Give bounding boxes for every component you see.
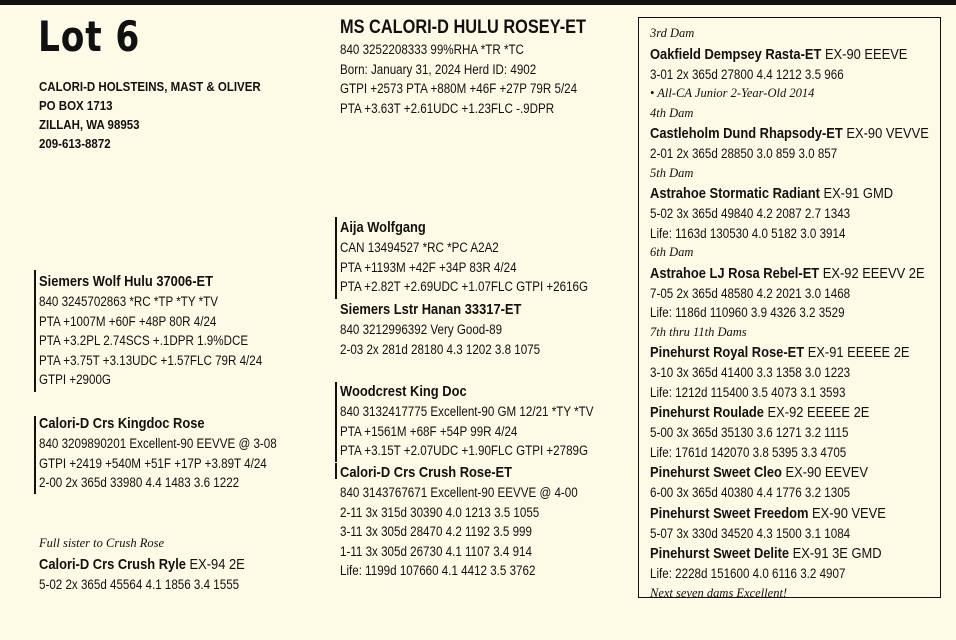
dam bbox=[39, 413, 315, 493]
lot-number: Lot 6 bbox=[38, 12, 141, 61]
dam10-heading bbox=[650, 503, 929, 524]
dam5-name: Astrahoe Stormatic Radiant bbox=[650, 185, 820, 202]
sire-sire-line: PTA +1193M +42F +34P 83R 4/24 bbox=[340, 259, 517, 275]
dam4-record: 2-01 2x 365d 28850 3.0 859 3.0 857 bbox=[650, 146, 838, 161]
dam10-classification: EX-90 VEVE bbox=[808, 504, 886, 522]
sire-bracket bbox=[34, 270, 36, 392]
dam-dam-name: Calori-D Crs Crush Rose-ET bbox=[340, 464, 513, 481]
dam-dam-line: 3-11 3x 305d 28470 4.2 1192 3.5 999 bbox=[340, 524, 532, 539]
dam11-heading bbox=[650, 543, 929, 564]
sire-dam-line: 2-03 2x 281d 28180 4.3 1202 3.8 1075 bbox=[340, 341, 541, 357]
dam8-record: 5-00 3x 365d 35130 3.6 1271 3.2 1115 bbox=[650, 425, 849, 440]
consignor-phone: 209-613-8872 bbox=[39, 137, 111, 151]
dam7-record: 3-10 3x 365d 41400 3.3 1358 3.0 1223 bbox=[650, 365, 851, 380]
dam11-name: Pinehurst Sweet Delite bbox=[650, 545, 790, 562]
dam-dam-line: 840 3143767671 Excellent-90 EEVVE @ 4-00 bbox=[340, 485, 578, 500]
dam3-name: Oakfield Dempsey Rasta-ET bbox=[650, 45, 822, 63]
sire-sire-line: PTA +2.82T +2.69UDC +1.07FLC GTPI +2616G bbox=[340, 279, 589, 294]
dam9-record: 6-00 3x 365d 40380 4.4 1776 3.2 1305 bbox=[650, 485, 851, 500]
sire-dam-name: Siemers Lstr Hanan 33317-ET bbox=[340, 301, 522, 318]
consignor-po-box: PO BOX 1713 bbox=[39, 99, 113, 113]
dam10-name: Pinehurst Sweet Freedom bbox=[650, 504, 809, 522]
dam-dam-line: 1-11 3x 305d 26730 4.1 1107 3.4 914 bbox=[340, 543, 532, 559]
dam-sire-line: 840 3132417775 Excellent-90 GM 12/21 *TY *TV bbox=[340, 404, 594, 419]
full-sister-name: Calori-D Crs Crush Ryle bbox=[39, 555, 186, 573]
pedigree-box-content bbox=[650, 24, 956, 603]
dam9-heading bbox=[650, 462, 929, 483]
sire-line: GTPI +2900G bbox=[39, 372, 111, 387]
full-sister-classification: EX-94 2E bbox=[185, 555, 245, 573]
subject-gtpi: GTPI +2573 PTA +880M +46F +27P 79R 5/24 bbox=[340, 81, 578, 96]
consignor-address bbox=[39, 78, 261, 154]
sire-sire-line: CAN 13494527 *RC *PC A2A2 bbox=[340, 240, 499, 255]
subject-registration: 840 3252208333 99%RHA *TR *TC bbox=[340, 42, 524, 57]
dam5-record: 5-02 3x 365d 49840 4.2 2087 2.7 1343 bbox=[650, 206, 851, 221]
sire-sire-name: Aija Wolfgang bbox=[340, 219, 426, 236]
sire-line: 840 3245702863 *RC *TP *TY *TV bbox=[39, 294, 219, 309]
subject-birth: Born: January 31, 2024 Herd ID: 4902 bbox=[340, 61, 537, 77]
dam-dam bbox=[340, 462, 616, 581]
consignor-name: CALORI-D HOLSTEINS, MAST & OLIVER bbox=[39, 80, 261, 94]
dam8-lifetime: Life: 1761d 142070 3.8 5395 3.3 4705 bbox=[650, 444, 847, 460]
dam4-name: Castleholm Dund Rhapsody-ET bbox=[650, 125, 843, 142]
full-sister-heading bbox=[39, 554, 245, 575]
dam7-name: Pinehurst Royal Rose-ET bbox=[650, 344, 805, 361]
dam4-classification: EX-90 VEVVE bbox=[842, 125, 929, 142]
sire-dam-line: 840 3212996392 Very Good-89 bbox=[340, 322, 503, 337]
sire-line: PTA +1007M +60F +48P 80R 4/24 bbox=[39, 313, 217, 329]
subject-animal bbox=[340, 16, 626, 118]
dam-dam-bracket bbox=[335, 463, 337, 479]
dam-sire-name: Woodcrest King Doc bbox=[340, 383, 467, 400]
sire-line: PTA +3.2PL 2.74SCS +.1DPR 1.9%DCE bbox=[39, 333, 249, 348]
dam5-heading bbox=[650, 183, 929, 204]
dam11-classification: EX-91 3E GMD bbox=[789, 545, 882, 562]
dam-line: 840 3209890201 Excellent-90 EEVVE @ 3-08 bbox=[39, 436, 277, 451]
dam5-classification: EX-91 GMD bbox=[819, 185, 894, 202]
dam7-lifetime: Life: 1212d 115400 3.5 4073 3.1 3593 bbox=[650, 384, 846, 400]
dam-sire-line: PTA +1561M +68F +54P 99R 4/24 bbox=[340, 423, 518, 439]
dam-dam-line: Life: 1199d 107660 4.1 4412 3.5 3762 bbox=[340, 563, 536, 578]
sire-sire bbox=[340, 217, 628, 297]
dam-sire-bracket bbox=[335, 382, 337, 462]
dam-dam-line: 2-11 3x 315d 30390 4.0 1213 3.5 1055 bbox=[340, 504, 540, 520]
dam-name: Calori-D Crs Kingdoc Rose bbox=[39, 415, 205, 432]
dam5-lifetime: Life: 1163d 130530 4.0 5182 3.0 3914 bbox=[650, 225, 846, 241]
dam7-heading bbox=[650, 342, 929, 363]
dam-line: 2-00 2x 365d 33980 4.4 1483 3.6 1222 bbox=[39, 475, 240, 490]
dam-bracket bbox=[34, 416, 36, 494]
dam7-label: 7th thru 11th Dams bbox=[650, 324, 747, 339]
dam6-heading bbox=[650, 263, 929, 284]
dam3-label: 3rd Dam bbox=[650, 26, 695, 40]
dam6-lifetime: Life: 1186d 110960 3.9 4326 3.2 3529 bbox=[650, 305, 845, 320]
dam7-classification: EX-91 EEEEE 2E bbox=[804, 344, 910, 361]
dam6-label: 6th Dam bbox=[650, 245, 694, 259]
dam11-lifetime: Life: 2228d 151600 4.0 6116 3.2 4907 bbox=[650, 566, 846, 581]
full-sister-note: Full sister to Crush Rose bbox=[39, 536, 165, 550]
sire bbox=[39, 271, 299, 390]
full-sister bbox=[39, 534, 278, 594]
dam9-name: Pinehurst Sweet Cleo bbox=[650, 464, 782, 481]
dam6-record: 7-05 2x 365d 48580 4.2 2021 3.0 1468 bbox=[650, 285, 851, 301]
dam-sire-line: PTA +3.15T +2.07UDC +1.90FLC GTPI +2789G bbox=[340, 443, 589, 458]
consignor-city: ZILLAH, WA 98953 bbox=[39, 118, 140, 132]
dam10-record: 5-07 3x 330d 34520 4.3 1500 3.1 1084 bbox=[650, 525, 851, 541]
subject-name: MS CALORI-D HULU ROSEY-ET bbox=[340, 17, 587, 38]
dam9-classification: EX-90 EEVEV bbox=[781, 464, 868, 481]
subject-pta: PTA +3.63T +2.61UDC +1.23FLC -.9DPR bbox=[340, 100, 555, 116]
sire-dam bbox=[340, 299, 573, 359]
dam-line: GTPI +2419 +540M +51F +17P +3.89T 4/24 bbox=[39, 455, 267, 471]
dam6-name: Astrahoe LJ Rosa Rebel-ET bbox=[650, 264, 820, 282]
dam5-label: 5th Dam bbox=[650, 165, 694, 180]
dam8-heading bbox=[650, 402, 929, 423]
full-sister-record: 5-02 2x 365d 45564 4.1 1856 3.4 1555 bbox=[39, 576, 240, 592]
dam8-name: Pinehurst Roulade bbox=[650, 404, 764, 421]
dam8-classification: EX-92 EEEEE 2E bbox=[763, 404, 870, 421]
dam3-record: 3-01 2x 365d 27800 4.4 1212 3.5 966 bbox=[650, 66, 844, 82]
dam3-note: • All-CA Junior 2-Year-Old 2014 bbox=[650, 86, 815, 100]
sire-sire-bracket bbox=[335, 217, 337, 299]
dam6-classification: EX-92 EEEVV 2E bbox=[819, 264, 925, 282]
dam3-heading bbox=[650, 44, 929, 65]
pedigree-footer: Next seven dams Excellent! bbox=[650, 585, 788, 600]
sire-name: Siemers Wolf Hulu 37006-ET bbox=[39, 273, 213, 290]
dam4-label: 4th Dam bbox=[650, 105, 694, 120]
dam4-heading bbox=[650, 123, 929, 144]
top-rule bbox=[0, 0, 956, 5]
dam3-classification: EX-90 EEEVE bbox=[821, 45, 908, 63]
sire-line: PTA +3.75T +3.13UDC +1.57FLC 79R 4/24 bbox=[39, 352, 263, 368]
dam-sire bbox=[340, 381, 635, 461]
